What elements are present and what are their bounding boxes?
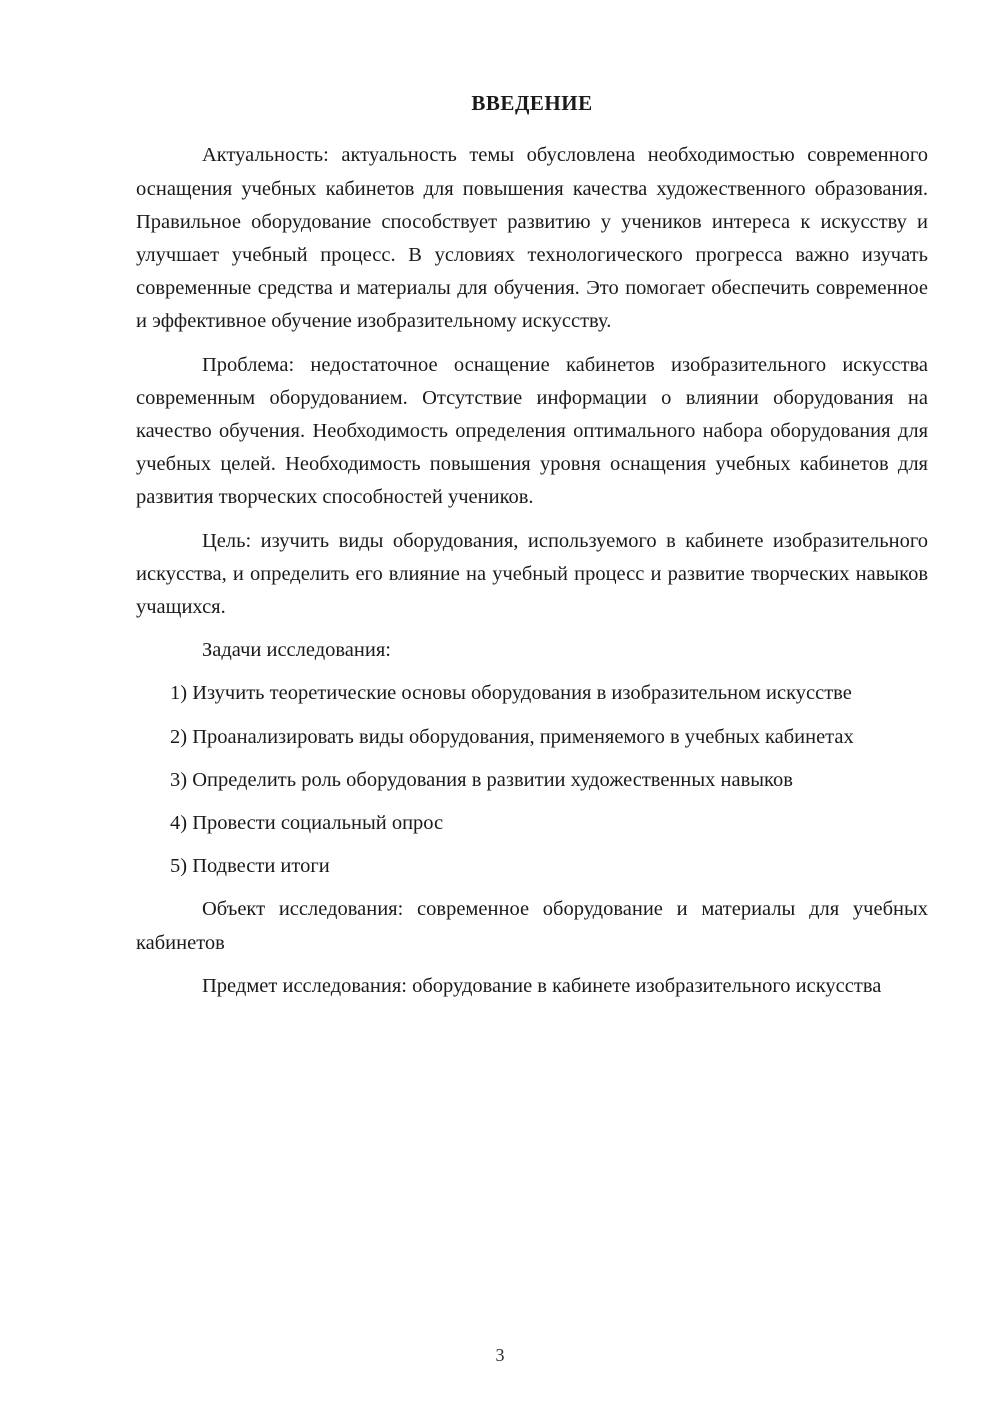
- paragraph-tasks-heading: Задачи исследования:: [202, 639, 391, 662]
- task-item-3: 3) Определить роль оборудования в развитии художественных навыков: [170, 768, 793, 791]
- paragraph-problem: Проблема: недостаточное оснащение кабинетов изобразительного искусства современным оборудованием. Отсутствие информации о влиянии оборудования на качество обучения. Необходимость определения оптимального набора оборудования для учебных целей. Необходимость повышения уровня оснащения учебных кабинетов для развития творческих способностей учеников.: [136, 353, 928, 509]
- paragraph-goal: Цель: изучить виды оборудования, используемого в кабинете изобразительного искусства, и определить его влияние на учебный процесс и развитие творческих навыков учащихся.: [136, 529, 928, 618]
- page-title: ВВЕДЕНИЕ: [471, 91, 593, 115]
- task-item-5: 5) Подвести итоги: [170, 855, 330, 878]
- paragraph-subject: Предмет исследования: оборудование в кабинете изобразительного искусства: [202, 974, 882, 997]
- paragraph-relevance: Актуальность: актуальность темы обусловлена необходимостью современного оснащения учебных кабинетов для повышения качества художественного образования. Правильное оборудование способствует развитию у учеников интереса к искусству и улучшает учебный процесс. В условиях технологического прогресса важно изучать современные средства и материалы для обучения. Это помогает обеспечить современное и эффективное обучение изобразительному искусству.: [136, 144, 928, 333]
- task-item-2: 2) Проанализировать виды оборудования, применяемого в учебных кабинетах: [170, 725, 854, 748]
- task-item-1: 1) Изучить теоретические основы оборудования в изобразительном искусстве: [170, 682, 852, 705]
- task-item-4: 4) Провести социальный опрос: [170, 811, 444, 834]
- paragraph-object: Объект исследования: современное оборудование и материалы для учебных кабинетов: [136, 898, 928, 954]
- page-number: 3: [495, 1345, 505, 1365]
